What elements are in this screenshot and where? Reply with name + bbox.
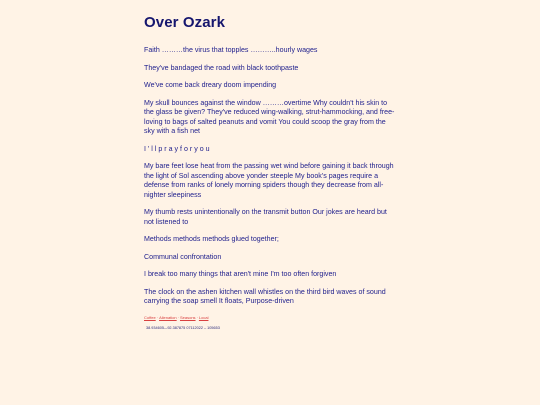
poem-page [144,14,396,331]
location-timestamp: 38.934605–-92.387875 07112022 – 105653 [146,325,220,330]
tag-list: Coffee·Alienation·Seasons·Local [144,314,209,320]
poem-line: My bare feet lose heat from the passing wet wind before gaining it back through the light of Sol ascending above yonder steeple My book's pages require a defense from ranks of lonely morning spiders though they decrease from all-nighter sleepiness [144,162,394,199]
tag-link-seasons[interactable]: Seasons [179,314,196,320]
poem-line: Communal confrontation [144,252,222,261]
tag-link-alienation[interactable]: Alienation [159,314,177,320]
poem-title: Over Ozark [144,14,226,31]
poem-line: I ' l l p r a y f o r y o u [144,144,210,153]
poem-line: Methods methods methods glued together; [144,235,279,243]
tag-link-coffee[interactable]: Coffee [144,314,156,320]
poem-line: My thumb rests unintentionally on the transmit button Our jokes are heard but not listened to [144,208,387,226]
poem-line: We've come back dreary doom impending [144,81,277,89]
poem-line: They've bandaged the road with black toothpaste [144,63,299,72]
poem-line: Faith ………the virus that topples ………..hourly wages [144,46,318,54]
poem-line: My skull bounces against the window ………overtime Why couldn't his skin to the glass be given? They've reduced wing-walking, strut-hammocking, and free-loving to bags of salted peanuts and vomit You could scoop the gray from the sky with a fish net [144,98,395,135]
tag-link-local[interactable]: Local [198,314,209,320]
poem-line: I break too many things that aren't mine I'm too often forgiven [144,270,337,278]
poem-line: The clock on the ashen kitchen wall whistles on the third bird waves of sound carrying the soap smell It floats, Purpose-driven [144,287,386,305]
